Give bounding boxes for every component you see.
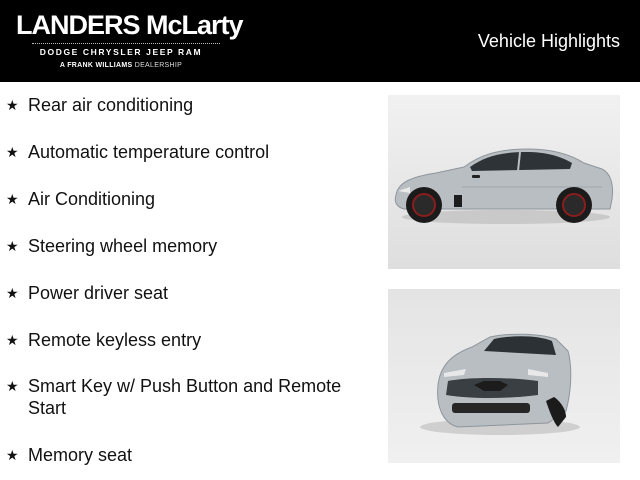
page-title: Vehicle Highlights xyxy=(477,31,620,51)
dealer-logo[interactable] xyxy=(16,10,243,74)
feature-label: Memory seat xyxy=(28,445,133,465)
feature-label: Power driver seat xyxy=(28,283,169,303)
logo-brands: DODGE CHRYSLER JEEP RAM xyxy=(39,47,203,57)
star-icon: ★ xyxy=(6,285,19,301)
logo-divider xyxy=(32,43,220,44)
feature-item xyxy=(6,235,366,257)
logo-tagline xyxy=(16,62,226,69)
feature-label: Rear air conditioning xyxy=(28,95,194,115)
star-icon: ★ xyxy=(6,332,19,348)
vehicle-photo-front[interactable] xyxy=(388,289,620,463)
logo-tagline-bold: A FRANK WILLIAMS xyxy=(59,62,133,69)
feature-label: Steering wheel memory xyxy=(28,236,218,256)
feature-item xyxy=(6,444,366,466)
feature-item xyxy=(6,141,366,163)
feature-item xyxy=(6,282,366,304)
star-icon: ★ xyxy=(6,144,19,160)
feature-item xyxy=(6,188,366,210)
feature-item xyxy=(6,375,366,419)
sedan-front-illustration xyxy=(388,289,620,463)
feature-item xyxy=(6,329,366,351)
feature-label: Automatic temperature control xyxy=(28,142,270,162)
feature-label: Remote keyless entry xyxy=(28,330,202,350)
star-icon: ★ xyxy=(6,191,19,207)
star-icon: ★ xyxy=(6,97,19,113)
logo-name: LANDERS McLarty xyxy=(16,10,243,40)
star-icon: ★ xyxy=(6,447,19,463)
logo-tagline-light: DEALERSHIP xyxy=(134,62,183,69)
star-icon: ★ xyxy=(6,238,19,254)
header-bar xyxy=(0,0,640,82)
feature-label: Smart Key w/ Push Button and Remote Start xyxy=(28,376,342,418)
feature-label: Air Conditioning xyxy=(28,189,156,209)
star-icon: ★ xyxy=(6,378,19,394)
feature-item xyxy=(6,94,366,116)
sedan-side-illustration xyxy=(388,95,620,269)
vehicle-photo-side[interactable] xyxy=(388,95,620,269)
